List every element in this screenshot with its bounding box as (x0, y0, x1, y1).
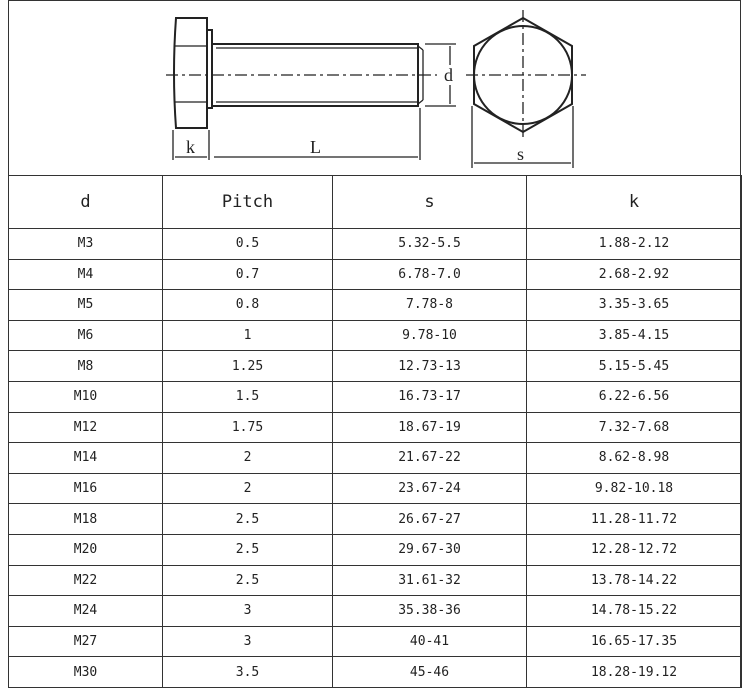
cell-k: 7.32-7.68 (527, 412, 742, 443)
cell-pitch: 2.5 (163, 534, 333, 565)
cell-s: 40-41 (333, 626, 527, 657)
table-row (9, 473, 742, 504)
cell-s: 5.32-5.5 (333, 229, 527, 260)
dimension-k (173, 130, 209, 160)
cell-pitch: 2 (163, 443, 333, 474)
cell-s: 7.78-8 (333, 290, 527, 321)
cell-k: 6.22-6.56 (527, 381, 742, 412)
table-row (9, 320, 742, 351)
cell-d: M4 (9, 259, 163, 290)
cell-d: M16 (9, 473, 163, 504)
L-label: L (310, 137, 321, 157)
table-row (9, 229, 742, 260)
s-label: s (517, 144, 525, 164)
cell-k: 16.65-17.35 (527, 626, 742, 657)
cell-d: M3 (9, 229, 163, 260)
cell-s: 26.67-27 (333, 504, 527, 535)
cell-d: M30 (9, 657, 163, 688)
table-row (9, 596, 742, 627)
cell-pitch: 3 (163, 596, 333, 627)
cell-d: M10 (9, 381, 163, 412)
cell-s: 35.38-36 (333, 596, 527, 627)
cell-pitch: 1.25 (163, 351, 333, 382)
cell-pitch: 0.5 (163, 229, 333, 260)
cell-d: M5 (9, 290, 163, 321)
table-row (9, 259, 742, 290)
cell-d: M6 (9, 320, 163, 351)
cell-s: 12.73-13 (333, 351, 527, 382)
cell-s: 23.67-24 (333, 473, 527, 504)
cell-pitch: 1 (163, 320, 333, 351)
cell-s: 31.61-32 (333, 565, 527, 596)
table-row (9, 534, 742, 565)
cell-pitch: 2 (163, 473, 333, 504)
cell-k: 3.85-4.15 (527, 320, 742, 351)
cell-pitch: 0.8 (163, 290, 333, 321)
cell-k: 11.28-11.72 (527, 504, 742, 535)
cell-d: M14 (9, 443, 163, 474)
cell-k: 5.15-5.45 (527, 351, 742, 382)
table-row (9, 443, 742, 474)
cell-pitch: 2.5 (163, 565, 333, 596)
header-s: s (333, 176, 527, 229)
table-row (9, 351, 742, 382)
bolt-head-top-view (466, 10, 586, 168)
cell-d: M20 (9, 534, 163, 565)
cell-k: 2.68-2.92 (527, 259, 742, 290)
header-d: d (9, 176, 163, 229)
cell-pitch: 3.5 (163, 657, 333, 688)
cell-d: M24 (9, 596, 163, 627)
cell-s: 6.78-7.0 (333, 259, 527, 290)
cell-pitch: 3 (163, 626, 333, 657)
table-row (9, 290, 742, 321)
dimension-L (214, 108, 420, 160)
bolt-side-view (166, 18, 437, 128)
cell-s: 9.78-10 (333, 320, 527, 351)
d-label: d (444, 65, 453, 85)
bolt-diagram (0, 0, 750, 175)
cell-k: 18.28-19.12 (527, 657, 742, 688)
cell-d: M18 (9, 504, 163, 535)
cell-d: M22 (9, 565, 163, 596)
cell-pitch: 1.5 (163, 381, 333, 412)
cell-pitch: 2.5 (163, 504, 333, 535)
cell-s: 45-46 (333, 657, 527, 688)
table-row (9, 504, 742, 535)
table-row (9, 626, 742, 657)
cell-k: 13.78-14.22 (527, 565, 742, 596)
cell-k: 1.88-2.12 (527, 229, 742, 260)
table-row (9, 381, 742, 412)
cell-k: 9.82-10.18 (527, 473, 742, 504)
table-row (9, 565, 742, 596)
header-pitch: Pitch (163, 176, 333, 229)
table-header-row (9, 176, 742, 229)
cell-pitch: 1.75 (163, 412, 333, 443)
cell-s: 18.67-19 (333, 412, 527, 443)
bolt-dimensions-table (8, 175, 742, 688)
k-label: k (186, 137, 195, 157)
cell-k: 14.78-15.22 (527, 596, 742, 627)
cell-s: 16.73-17 (333, 381, 527, 412)
table-row (9, 657, 742, 688)
cell-k: 12.28-12.72 (527, 534, 742, 565)
cell-d: M27 (9, 626, 163, 657)
header-k: k (527, 176, 742, 229)
table-row (9, 412, 742, 443)
cell-s: 29.67-30 (333, 534, 527, 565)
cell-k: 3.35-3.65 (527, 290, 742, 321)
cell-d: M8 (9, 351, 163, 382)
cell-pitch: 0.7 (163, 259, 333, 290)
cell-s: 21.67-22 (333, 443, 527, 474)
cell-d: M12 (9, 412, 163, 443)
cell-k: 8.62-8.98 (527, 443, 742, 474)
